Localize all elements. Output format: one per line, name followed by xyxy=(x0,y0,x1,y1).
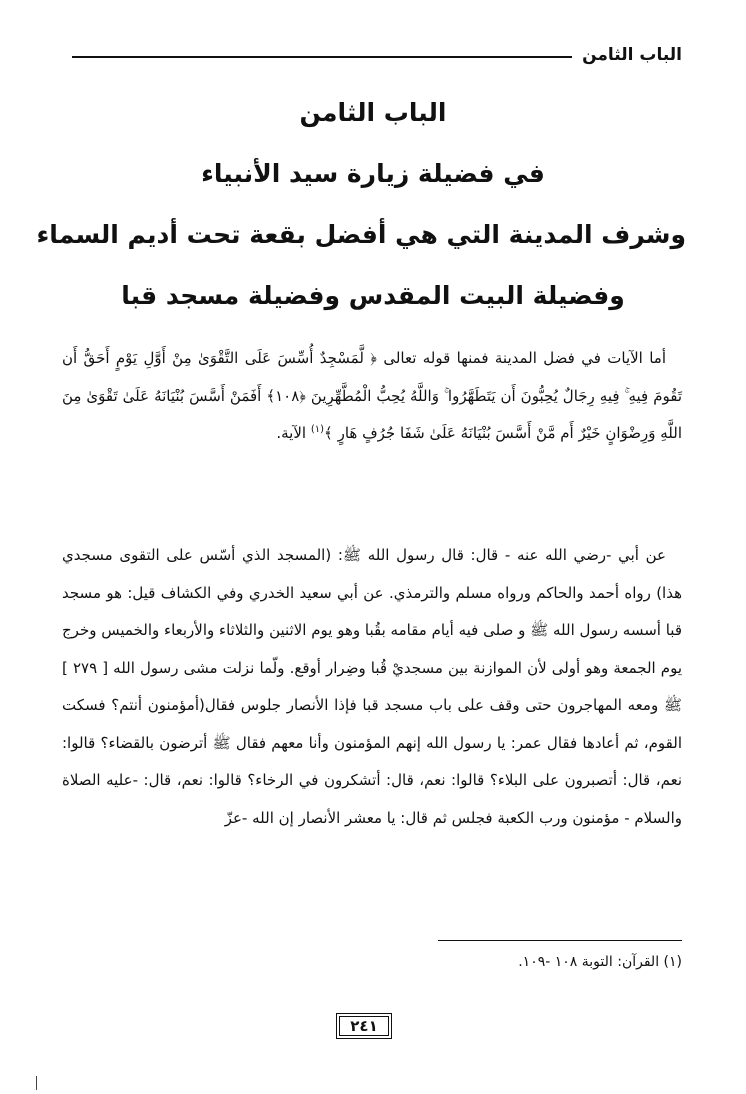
header-rule xyxy=(72,56,572,58)
hadith-text: عن أبي -رضي الله عنه - قال: قال رسول الله ﷺ: (المسجد الذي أسّس على التقوى مسجدي هذا) رواه أحمد والحاكم ورواه مسلم والترمذي. عن أبي سعيد الخدري وفي الكشاف قيل: هو مسجد قبا أسسه رسول الله ﷺ و صلى فيه أيام مقامه بقُبا وهو يوم الاثنين والثلاثاء والأربعاء والخميس وخرج يوم الجمعة وهو أولى لأن الموازنة بين مسجديْ قُبا وضِرار أوقع. ولّما نزلت مشى رسول الله [ ٢٧٩ ] ﷺ ومعه المهاجرون حتى وقف على باب مسجد قبا فإذا الأنصار جلوس فقال(أمؤمنون أنتم؟ فسكت القوم، ثم أعادها فقال عمر: يا رسول الله إنهم المؤمنون وأنا معهم فقال ﷺ أترضون بالقضاء؟ قالوا: نعم، قال: أتصبرون على البلاء؟ قالوا: نعم، قال: أتشكرون في الرخاء؟ قالوا: نعم، قال: -عليه الصلاة والسلام - مؤمنون ورب الكعبة فجلس ثم قال: يا معشر الأنصار إن الله -عزّ xyxy=(62,546,682,827)
running-header xyxy=(72,40,682,70)
quran-verse: ﴿ لَّمَسْجِدٌ أُسِّسَ عَلَى التَّقْوَىٰ مِنْ أَوَّلِ يَوْمٍ أَحَقُّ أَن تَقُومَ فِيهِ ۚ فِيهِ رِجَالٌ يُحِبُّونَ أَن يَتَطَهَّرُوا ۚ وَاللَّهُ يُحِبُّ الْمُطَّهِّرِينَ ﴿١٠٨﴾ أَفَمَنْ أَسَّسَ بُنْيَانَهُ عَلَىٰ تَقْوَىٰ مِنَ اللَّهِ وَرِضْوَانٍ خَيْرٌ أَم مَّنْ أَسَّسَ بُنْيَانَهُ عَلَىٰ شَفَا جُرُفٍ هَارٍ ﴾ xyxy=(62,349,682,442)
intro-tail: الآية. xyxy=(276,424,307,442)
intro-paragraph xyxy=(62,340,682,453)
hadith-paragraph xyxy=(62,537,682,837)
running-title: الباب الثامن xyxy=(582,45,682,65)
scan-mark xyxy=(36,1076,41,1090)
chapter-subtitle-2: وشرف المدينة التي هي أفضل بقعة تحت أديم السماء xyxy=(36,220,686,249)
chapter-subtitle-3: وفضيلة البيت المقدس وفضيلة مسجد قبا xyxy=(121,281,625,310)
chapter-title: الباب الثامن xyxy=(299,98,447,127)
chapter-subtitle-1: في فضيلة زيارة سيد الأنبياء xyxy=(201,159,545,188)
footnote-divider xyxy=(438,940,682,941)
footnote: (١) القرآن: التوبة ١٠٨ -١٠٩. xyxy=(518,954,682,970)
chapter-headings xyxy=(36,98,686,342)
footnote-reference: (١) xyxy=(310,424,325,435)
page-number: ٢٤١ xyxy=(336,1013,392,1039)
intro-text xyxy=(62,340,682,453)
intro-lead: أما الآيات في فضل المدينة فمنها قوله تعالى xyxy=(383,349,666,367)
